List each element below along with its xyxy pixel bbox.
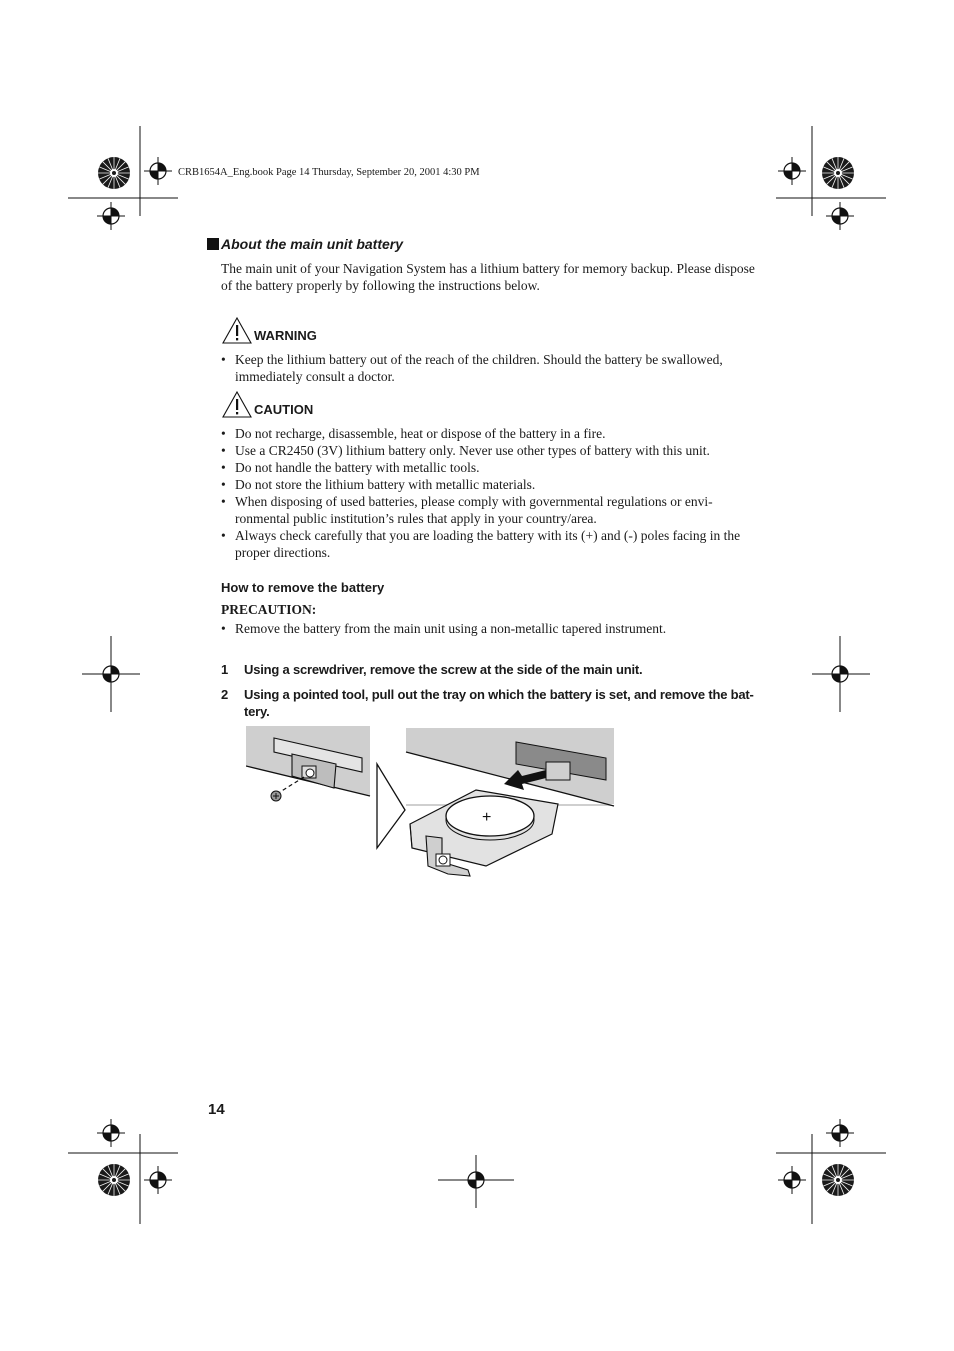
- battery-removal-illustration: [246, 726, 618, 882]
- caution-list: [221, 425, 766, 561]
- precaution-list: [221, 620, 766, 637]
- list-item: • Use a CR2450 (3V) lithium battery only. Never use other types of battery with this unit.: [221, 442, 766, 459]
- list-item: • Always check carefully that you are loading the battery with its (+) and (-) poles facing in the proper directions.: [221, 527, 766, 561]
- list-item: • When disposing of used batteries, please comply with governmental regulations or envi- ronmental public institution’s rules that apply in your country/area.: [221, 493, 766, 527]
- step-arrow-icon: [377, 764, 405, 848]
- warning-list: [221, 351, 766, 385]
- step-item: [221, 661, 766, 678]
- warning-label: WARNING: [254, 328, 317, 343]
- screw-removal-panel: [246, 726, 370, 814]
- step-text: Using a screwdriver, remove the screw at the side of the main unit.: [244, 662, 643, 677]
- list-item: • Do not handle the battery with metallic tools.: [221, 459, 766, 476]
- list-item: • Do not recharge, disassemble, heat or dispose of the battery in a fire.: [221, 425, 766, 442]
- square-bullet-icon: [207, 238, 219, 250]
- caution-heading: [221, 390, 313, 418]
- battery-plus-label: +: [482, 809, 492, 826]
- intro-paragraph: The main unit of your Navigation System has a lithium battery for memory backup. Please dispose of the battery properly by following the instructions below.: [221, 261, 755, 293]
- warning-triangle-icon: [221, 316, 253, 344]
- list-item: • Keep the lithium battery out of the reach of the children. Should the battery be swallowed, immediately consult a doctor.: [221, 351, 766, 385]
- print-header: CRB1654A_Eng.book Page 14 Thursday, September 20, 2001 4:30 PM: [178, 167, 480, 178]
- remove-heading: How to remove the battery: [221, 580, 385, 595]
- list-item: • Do not store the lithium battery with metallic materials.: [221, 476, 766, 493]
- list-item: • Remove the battery from the main unit using a non-metallic tapered instrument.: [221, 620, 766, 637]
- page-number: 14: [208, 1101, 225, 1118]
- step-item: [221, 686, 766, 720]
- step-text: Using a pointed tool, pull out the tray on which the battery is set, and remove the bat- tery.: [244, 687, 754, 719]
- step-number: 2: [221, 687, 229, 702]
- tray-removal-panel: [406, 728, 614, 876]
- precaution-label: PRECAUTION:: [221, 602, 317, 617]
- caution-triangle-icon: [221, 390, 253, 418]
- caution-label: CAUTION: [254, 402, 314, 417]
- steps-list: [221, 661, 766, 728]
- section-title-text: About the main unit battery: [221, 236, 403, 252]
- step-number: 1: [221, 662, 229, 677]
- warning-heading: [221, 316, 317, 344]
- section-title: [207, 236, 403, 252]
